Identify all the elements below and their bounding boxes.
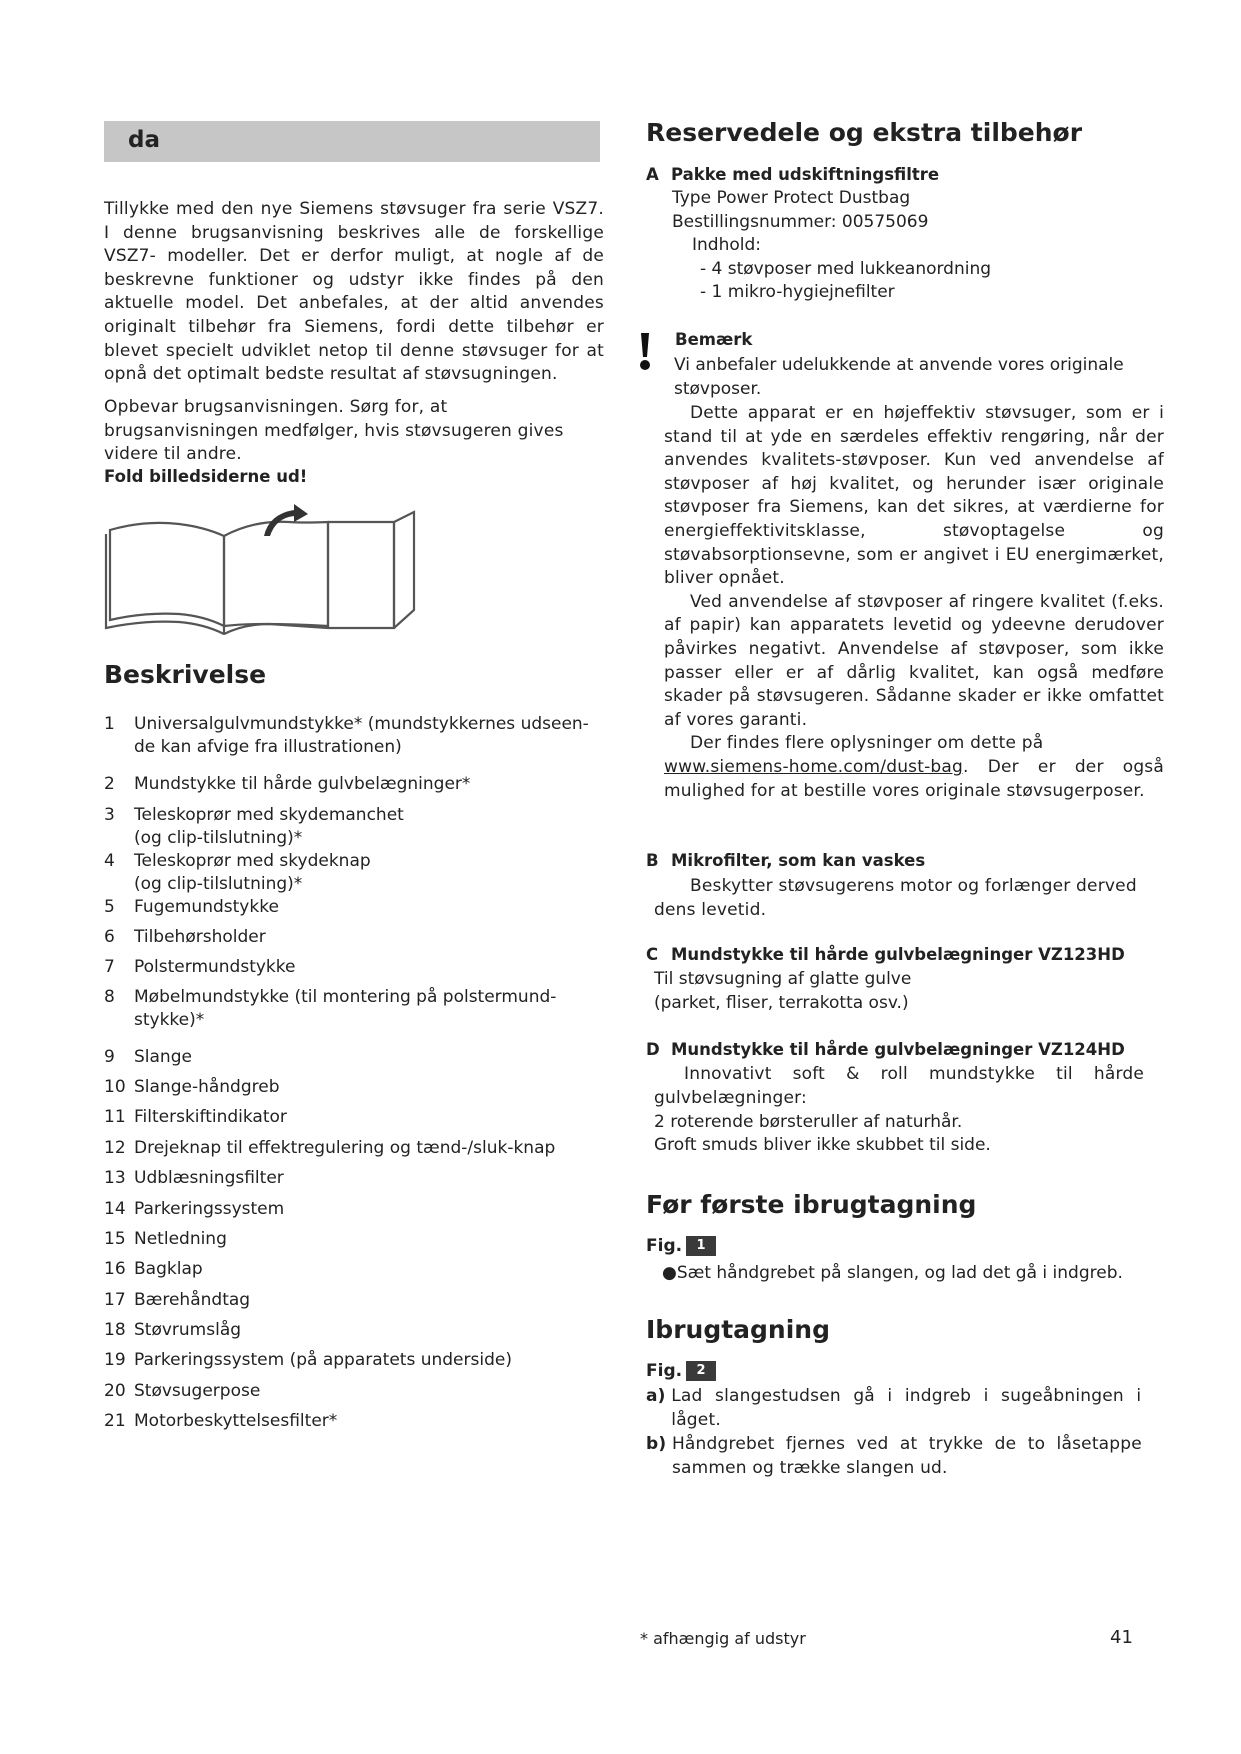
item-number: 10 <box>104 1077 126 1097</box>
description-item <box>104 1349 604 1372</box>
section-c-label: C Mundstykke til hårde gulvbelægninger VZ123HD <box>646 945 1125 964</box>
page-number: 41 <box>1110 1627 1133 1648</box>
item-text: Fugemundstykke <box>134 897 279 917</box>
item-text: Støvsugerpose <box>134 1381 261 1401</box>
item-number: 12 <box>104 1138 126 1158</box>
item-number: 16 <box>104 1259 126 1279</box>
item-text: Filterskiftindikator <box>134 1107 287 1127</box>
item-text: Bærehåndtag <box>134 1290 251 1310</box>
item-text: Teleskoprør med skydeknap <box>134 851 371 871</box>
description-item <box>104 1137 604 1160</box>
fold-instruction: Fold billedsiderne ud! <box>104 467 308 486</box>
description-item <box>104 1076 604 1099</box>
item-number: 1 <box>104 714 115 734</box>
item-number: 19 <box>104 1350 126 1370</box>
use-step-b: b) Håndgrebet fjernes ved at trykke de to låsetappe sammen og trække slangen ud. <box>646 1434 1142 1478</box>
note-paragraph-3: Ved anvendelse af støvposer af ringere kvalitet (f.eks. af papir) kan apparatets levetid og ydeevne derudover påvirkes negativt. Anvendelse af støvposer, som ikke passer eller er af dårlig kvalitet, kan også medføre skader på støvsugeren. Sådanne skader er ikke omfattet af vores garanti. <box>664 591 1164 730</box>
spare-parts-heading: Reservedele og ekstra tilbehør <box>646 118 1083 147</box>
item-text: Teleskoprør med skydemanchet <box>134 805 404 825</box>
note-paragraph-2: Dette apparat er en højeffektiv støvsuger, som er i stand til at yde en særdeles effektiv rengøring, når der anvendes kvalitets-støvposer. Kun ved anvendelse af støvposer af høj kvalitet, og herunder især originale støvposer fra Siemens, kan det sikres, at værdierne for energieffektivitsklasse, støvoptagelse og støvabsorptionsevne, som er angivet i EU energimærket, bliver opnået. <box>664 403 1164 589</box>
note-label: Bemærk <box>675 330 753 349</box>
section-b-text: Beskytter støvsugerens motor og forlænger derved dens levetid. <box>654 876 1137 920</box>
item-text: Tilbehørsholder <box>134 927 266 947</box>
section-d-label: D Mundstykke til hårde gulvbelægninger VZ124HD <box>646 1040 1125 1059</box>
note-paragraph-4: Der findes flere oplysninger om dette på www.siemens-home.com/dust-bag. Der er der også mulighed for at bestille vores originale støvsugerposer. <box>664 733 1164 801</box>
use-step-a: a) Lad slangestudsen gå i indgreb i sugeåbningen i låget. <box>646 1386 1142 1430</box>
content-item-filter: - 1 mikro-hygiejnefilter <box>700 282 895 302</box>
item-number: 13 <box>104 1168 126 1188</box>
fold-arrow-icon <box>264 504 308 536</box>
description-item <box>104 926 604 949</box>
description-item <box>104 804 604 850</box>
item-number: 8 <box>104 987 115 1007</box>
item-number: 9 <box>104 1047 115 1067</box>
intro-paragraph-2: Opbevar brugsanvisningen. Sørg for, at brugsanvisningen medfølger, hvis støvsugeren gives videre til andre. <box>104 397 564 465</box>
item-text: Motorbeskyttelsesfilter* <box>134 1411 338 1431</box>
section-d-line-1: Innovativt soft & roll mundstykke til hårde gulvbelægninger: <box>654 1064 1144 1108</box>
section-a-label: A Pakke med udskiftningsfiltre <box>646 165 940 184</box>
bullet-icon: ● <box>662 1263 677 1283</box>
item-number: 7 <box>104 957 115 977</box>
use-heading: Ibrugtagning <box>646 1315 830 1344</box>
item-text: Mundstykke til hårde gulvbelægninger* <box>134 774 471 794</box>
item-text-continued: de kan afvige fra illustrationen) <box>134 737 402 757</box>
description-item <box>104 1046 604 1069</box>
section-d-line-3: Groft smuds bliver ikke skubbet til side. <box>654 1135 991 1155</box>
description-item <box>104 1258 604 1281</box>
item-number: 2 <box>104 774 115 794</box>
description-item <box>104 1319 604 1342</box>
item-text: Slange <box>134 1047 192 1067</box>
item-text-continued: (og clip-tilslutning)* <box>134 828 303 848</box>
item-text: Polstermundstykke <box>134 957 296 977</box>
item-number: 5 <box>104 897 115 917</box>
description-item <box>104 1289 604 1312</box>
figure-reference-1: Fig. 1 <box>646 1236 716 1256</box>
item-text: Møbelmundstykke (til montering på polstermund- <box>134 987 557 1007</box>
section-b-label: B Mikrofilter, som kan vaskes <box>646 851 926 870</box>
description-item <box>104 1106 604 1129</box>
description-item <box>104 1167 604 1190</box>
item-number: 18 <box>104 1320 126 1340</box>
product-type: Type Power Protect Dustbag <box>672 188 911 208</box>
item-text-continued: (og clip-tilslutning)* <box>134 874 303 894</box>
first-use-step: ●Sæt håndgrebet på slangen, og lad det gå i indgreb. <box>662 1263 1123 1283</box>
item-number: 6 <box>104 927 115 947</box>
item-text: Udblæsningsfilter <box>134 1168 284 1188</box>
item-text: Bagklap <box>134 1259 203 1279</box>
item-text: Parkeringssystem <box>134 1199 285 1219</box>
footnote: * afhængig af udstyr <box>640 1629 806 1648</box>
language-header-bar <box>104 121 600 162</box>
order-number: Bestillingsnummer: 00575069 <box>672 212 929 232</box>
description-item <box>104 1228 604 1251</box>
item-number: 21 <box>104 1411 126 1431</box>
intro-paragraph: Tillykke med den nye Siemens støvsuger fra serie VSZ7. I denne brugsanvisning beskrives alle de forskellige VSZ7- modeller. Det er derfor muligt, at nogle af de beskrevne funktioner og udstyr ikke findes på den aktuelle model. Det anbefales, at der altid anvendes originalt tilbehør fra Siemens, fordi dette tilbehør er blevet specielt udviklet netop til denne støvsuger for at opnå det optimalt bedste resultat af støvsugningen. <box>104 199 604 385</box>
description-item <box>104 896 604 919</box>
item-text: Slange-håndgreb <box>134 1077 280 1097</box>
warning-exclamation-icon <box>638 332 652 372</box>
figure-reference-2: Fig. 2 <box>646 1361 716 1381</box>
item-text: Støvrumslåg <box>134 1320 242 1340</box>
description-item <box>104 773 604 796</box>
item-number: 14 <box>104 1199 126 1219</box>
first-use-heading: Før første ibrugtagning <box>646 1190 977 1219</box>
section-d-line-2: 2 roterende børsteruller af naturhår. <box>654 1112 963 1132</box>
content-label: Indhold: <box>692 235 761 255</box>
note-body <box>664 402 1164 803</box>
item-number: 15 <box>104 1229 126 1249</box>
item-number: 11 <box>104 1107 126 1127</box>
item-text: Universalgulvmundstykke* (mundstykkernes udseen- <box>134 714 589 734</box>
note-line-1: Vi anbefaler udelukkende at anvende vores originale støvposer. <box>674 355 1124 399</box>
item-text: Netledning <box>134 1229 227 1249</box>
fold-out-book-illustration <box>104 500 424 635</box>
content-item-bags: - 4 støvposer med lukkeanordning <box>700 259 992 279</box>
item-text: Parkeringssystem (på apparatets underside) <box>134 1350 512 1370</box>
item-text-continued: stykke)* <box>134 1010 205 1030</box>
description-item <box>104 986 604 1032</box>
section-c-line-1: Til støvsugning af glatte gulve <box>654 969 912 989</box>
description-item <box>104 956 604 979</box>
section-c-line-2: (parket, fliser, terrakotta osv.) <box>654 993 909 1013</box>
item-text: Drejeknap til effektregulering og tænd-/sluk-knap <box>134 1138 556 1158</box>
item-number: 20 <box>104 1381 126 1401</box>
description-item <box>104 850 604 896</box>
dust-bag-link[interactable]: www.siemens-home.com/dust-bag <box>664 756 964 777</box>
description-item <box>104 713 604 759</box>
description-item <box>104 1380 604 1403</box>
item-number: 3 <box>104 805 115 825</box>
item-number: 4 <box>104 851 115 871</box>
language-code: da <box>128 127 160 153</box>
description-heading: Beskrivelse <box>104 660 267 689</box>
item-number: 17 <box>104 1290 126 1310</box>
description-item <box>104 1198 604 1221</box>
description-item <box>104 1410 604 1433</box>
